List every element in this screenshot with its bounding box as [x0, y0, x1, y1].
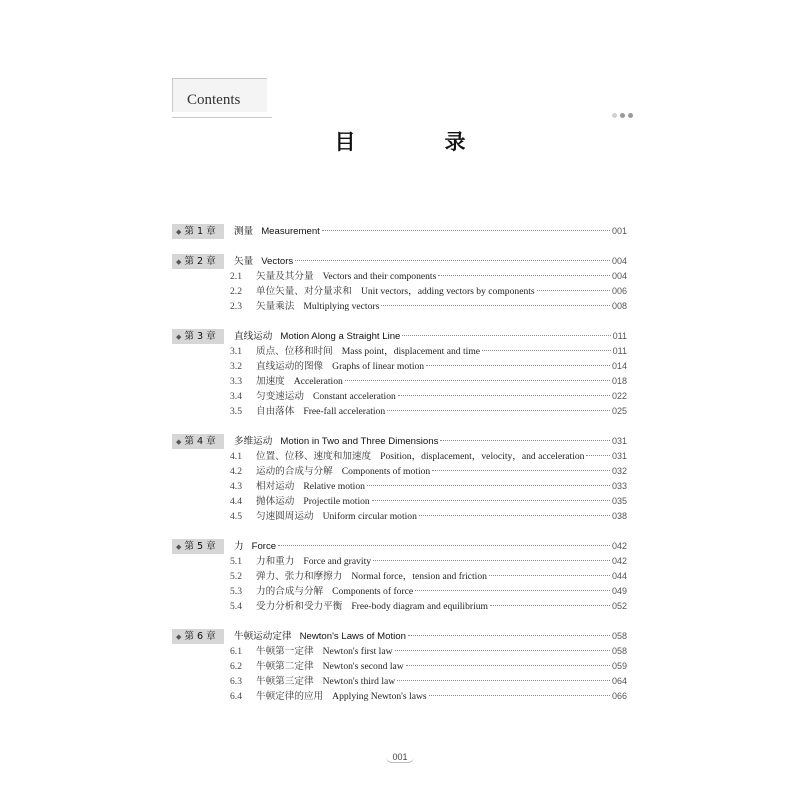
section-entry[interactable]: [172, 554, 627, 569]
section-title-cn: 牛顿第一定律: [256, 646, 314, 657]
section-entry[interactable]: [172, 479, 627, 494]
chapter-entry[interactable]: [172, 539, 627, 554]
section-entry[interactable]: [172, 284, 627, 299]
chapter-badge-label: 第 1 章: [184, 226, 216, 237]
section-number: 6.3: [230, 676, 242, 687]
section-title-cn: 力和重力: [256, 556, 295, 567]
section-title-cn: 牛顿第三定律: [256, 676, 314, 687]
section-entry[interactable]: [172, 599, 627, 614]
section-number: 6.4: [230, 691, 242, 702]
section-title-en: Force and gravity: [303, 556, 372, 567]
dot-leader: [408, 635, 610, 636]
chapter-title-en: Measurement: [261, 226, 320, 237]
section-number: 4.1: [230, 451, 242, 462]
section-number: 4.2: [230, 466, 242, 477]
section-title-en: Newton's first law: [322, 646, 393, 657]
dot-leader: [381, 305, 610, 306]
dot-leader: [373, 560, 610, 561]
chapter-page-number: 031: [611, 436, 627, 446]
table-of-contents: [172, 224, 627, 719]
section-page-number: 033: [611, 481, 627, 491]
dot-leader: [426, 365, 610, 366]
chapter-badge-label: 第 3 章: [184, 331, 216, 342]
section-number: 5.1: [230, 556, 242, 567]
chapter-block: [172, 539, 627, 614]
chapter-title-en: Newton's Laws of Motion: [299, 631, 406, 642]
contents-header-label: Contents: [172, 78, 267, 112]
section-entry[interactable]: [172, 584, 627, 599]
section-number: 5.2: [230, 571, 242, 582]
chapter-title-en: Vectors: [261, 256, 294, 267]
chapter-badge: [172, 539, 224, 554]
diamond-icon: ◆: [176, 543, 182, 551]
section-entry[interactable]: [172, 659, 627, 674]
section-title-en: Components of motion: [341, 466, 431, 477]
chapter-badge: [172, 224, 224, 239]
section-title-cn: 加速度: [256, 376, 285, 387]
section-entry[interactable]: [172, 299, 627, 314]
section-page-number: 059: [611, 661, 627, 671]
section-page-number: 008: [611, 301, 627, 311]
chapter-entry[interactable]: [172, 224, 627, 239]
section-page-number: 022: [611, 391, 627, 401]
dot-leader: [440, 440, 610, 441]
section-entry[interactable]: [172, 689, 627, 704]
section-number: 4.4: [230, 496, 242, 507]
dot-leader: [586, 455, 610, 456]
section-title-en: Vectors and their components: [322, 271, 437, 282]
section-page-number: 018: [611, 376, 627, 386]
section-entry[interactable]: [172, 644, 627, 659]
section-entry[interactable]: [172, 344, 627, 359]
chapter-badge-label: 第 5 章: [184, 541, 216, 552]
section-title-cn: 力的合成与分解: [256, 586, 324, 597]
chapter-block: [172, 224, 627, 239]
chapter-badge-label: 第 6 章: [184, 631, 216, 642]
section-page-number: 014: [611, 361, 627, 371]
section-number: 2.2: [230, 286, 242, 297]
section-title-en: Components of force: [332, 586, 414, 597]
section-title-cn: 位置、位移、速度和加速度: [256, 451, 372, 462]
chapter-badge: [172, 254, 224, 269]
dot-leader: [490, 605, 610, 606]
section-title-en: Multiplying vectors: [303, 301, 380, 312]
dot-leader: [429, 695, 610, 696]
section-title-en: Relative motion: [303, 481, 365, 492]
chapter-page-number: 042: [611, 541, 627, 551]
chapter-block: [172, 629, 627, 704]
section-title-cn: 质点、位移和时间: [256, 346, 333, 357]
section-title-en: Free-fall acceleration: [303, 406, 386, 417]
section-title-cn: 受力分析和受力平衡: [256, 601, 343, 612]
chapter-title-cn: 测量: [234, 226, 254, 237]
section-title-en: Position，displacement，velocity，and acceleration: [380, 451, 585, 462]
dot-leader: [367, 485, 610, 486]
section-title-cn: 牛顿第二定律: [256, 661, 314, 672]
section-title-cn: 矢量乘法: [256, 301, 295, 312]
section-title-en: Newton's third law: [322, 676, 396, 687]
section-page-number: 042: [611, 556, 627, 566]
chapter-badge: [172, 329, 224, 344]
section-title-cn: 匀速圆周运动: [256, 511, 314, 522]
dot-leader: [406, 665, 610, 666]
section-entry[interactable]: [172, 464, 627, 479]
section-page-number: 052: [611, 601, 627, 611]
page-title: 目 录: [334, 129, 500, 154]
dot-leader: [398, 395, 610, 396]
section-entry[interactable]: [172, 404, 627, 419]
section-title-cn: 匀变速运动: [256, 391, 304, 402]
section-number: 4.5: [230, 511, 242, 522]
diamond-icon: ◆: [176, 438, 182, 446]
section-title-en: Constant acceleration: [312, 391, 396, 402]
chapter-page-number: 001: [611, 226, 627, 236]
section-number: 3.1: [230, 346, 242, 357]
dot-leader: [415, 590, 610, 591]
section-title-en: Applying Newton's laws: [332, 691, 427, 702]
section-title-en: Unit vectors，adding vectors by components: [360, 286, 535, 297]
section-page-number: 031: [611, 451, 627, 461]
chapter-entry[interactable]: [172, 629, 627, 644]
chapter-badge: [172, 629, 224, 644]
dot-leader: [322, 230, 610, 231]
chapter-badge: [172, 434, 224, 449]
section-number: 3.3: [230, 376, 242, 387]
section-entry[interactable]: [172, 389, 627, 404]
chapter-page-number: 058: [611, 631, 627, 641]
chapter-title-cn: 矢量: [234, 256, 254, 267]
section-page-number: 044: [611, 571, 627, 581]
chapter-badge-label: 第 2 章: [184, 256, 216, 267]
diamond-icon: ◆: [176, 228, 182, 236]
chapter-title-cn: 直线运动: [234, 331, 273, 342]
section-title-cn: 运动的合成与分解: [256, 466, 333, 477]
chapter-entry[interactable]: [172, 254, 627, 269]
section-title-en: Graphs of linear motion: [332, 361, 425, 372]
section-entry[interactable]: [172, 494, 627, 509]
diamond-icon: ◆: [176, 633, 182, 641]
section-title-cn: 弹力、张力和摩擦力: [256, 571, 343, 582]
chapter-title-en: Motion in Two and Three Dimensions: [280, 436, 439, 447]
dot-leader: [482, 350, 611, 351]
chapter-badge-label: 第 4 章: [184, 436, 216, 447]
chapter-title-cn: 多维运动: [234, 436, 273, 447]
decorative-dots: [612, 113, 633, 118]
chapter-entry[interactable]: [172, 434, 627, 449]
chapter-block: [172, 434, 627, 524]
dot-leader: [295, 260, 610, 261]
section-page-number: 006: [611, 286, 627, 296]
page-number: [0, 752, 800, 763]
section-entry[interactable]: [172, 449, 627, 464]
chapter-entry[interactable]: [172, 329, 627, 344]
section-title-en: Uniform circular motion: [322, 511, 417, 522]
section-title-cn: 自由落体: [256, 406, 295, 417]
dot-leader: [537, 290, 610, 291]
chapter-page-number: 004: [611, 256, 627, 266]
dot-leader: [419, 515, 610, 516]
section-title-cn: 牛顿定律的应用: [256, 691, 324, 702]
dot-leader: [402, 335, 610, 336]
section-number: 4.3: [230, 481, 242, 492]
section-number: 3.4: [230, 391, 242, 402]
dot-leader: [372, 500, 610, 501]
chapter-title-en: Motion Along a Straight Line: [280, 331, 401, 342]
section-page-number: 035: [611, 496, 627, 506]
section-number: 2.1: [230, 271, 242, 282]
section-number: 5.4: [230, 601, 242, 612]
chapter-block: [172, 329, 627, 419]
chapter-title-cn: 牛顿运动定律: [234, 631, 292, 642]
chapter-title-en: Force: [251, 541, 277, 552]
dot-leader: [397, 680, 610, 681]
section-title-en: Projectile motion: [303, 496, 370, 507]
page-number-label: 001: [386, 752, 413, 763]
section-title-en: Free-body diagram and equilibrium: [351, 601, 489, 612]
dot-leader: [278, 545, 610, 546]
diamond-icon: ◆: [176, 258, 182, 266]
section-number: 3.5: [230, 406, 242, 417]
section-page-number: 032: [611, 466, 627, 476]
section-page-number: 038: [611, 511, 627, 521]
section-entry[interactable]: [172, 359, 627, 374]
chapter-title-cn: 力: [234, 541, 244, 552]
section-title-en: Mass point，displacement and time: [341, 346, 481, 357]
section-page-number: 058: [611, 646, 627, 656]
section-title-cn: 相对运动: [256, 481, 295, 492]
section-title-cn: 直线运动的图像: [256, 361, 324, 372]
dot-leader: [432, 470, 610, 471]
section-page-number: 011: [612, 346, 627, 356]
section-number: 5.3: [230, 586, 242, 597]
section-title-en: Acceleration: [293, 376, 343, 387]
dot-leader: [387, 410, 610, 411]
chapter-block: [172, 254, 627, 314]
diamond-icon: ◆: [176, 333, 182, 341]
section-number: 2.3: [230, 301, 242, 312]
section-number: 6.1: [230, 646, 242, 657]
section-entry[interactable]: [172, 509, 627, 524]
chapter-page-number: 011: [612, 331, 627, 341]
dot-leader: [489, 575, 610, 576]
section-entry[interactable]: [172, 374, 627, 389]
section-title-en: Newton's second law: [322, 661, 404, 672]
section-entry[interactable]: [172, 269, 627, 284]
dot-leader: [345, 380, 610, 381]
dot-leader: [395, 650, 610, 651]
section-title-en: Normal force，tension and friction: [351, 571, 487, 582]
section-page-number: 064: [611, 676, 627, 686]
section-number: 6.2: [230, 661, 242, 672]
section-number: 3.2: [230, 361, 242, 372]
section-entry[interactable]: [172, 569, 627, 584]
section-page-number: 049: [611, 586, 627, 596]
section-title-cn: 单位矢量、对分量求和: [256, 286, 352, 297]
section-title-cn: 矢量及其分量: [256, 271, 314, 282]
section-page-number: 066: [611, 691, 627, 701]
section-page-number: 025: [611, 406, 627, 416]
section-page-number: 004: [611, 271, 627, 281]
dot-leader: [438, 275, 610, 276]
section-entry[interactable]: [172, 674, 627, 689]
section-title-cn: 抛体运动: [256, 496, 295, 507]
